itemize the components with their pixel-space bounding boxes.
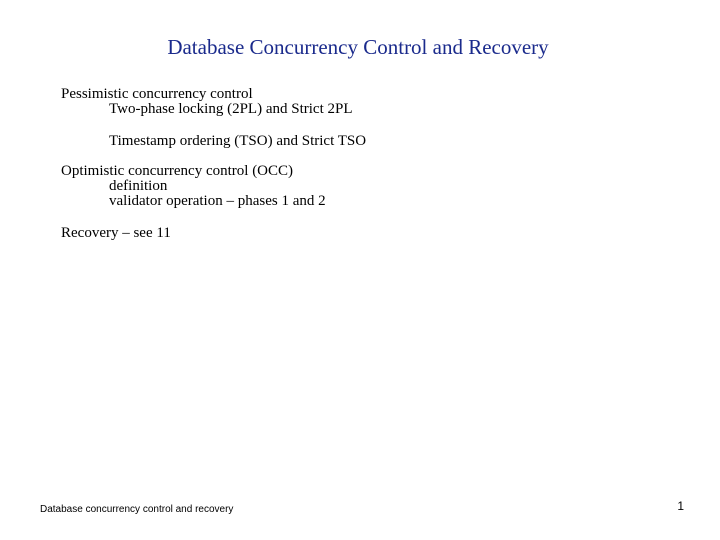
outline-subitem-validator: validator operation – phases 1 and 2 bbox=[109, 193, 326, 209]
outline-subitem-definition: definition bbox=[109, 178, 168, 194]
slide-title: Database Concurrency Control and Recovery bbox=[167, 35, 549, 59]
outline-item-optimistic: Optimistic concurrency control (OCC) bbox=[61, 163, 294, 179]
outline-subitem-2pl: Two-phase locking (2PL) and Strict 2PL bbox=[109, 101, 353, 117]
outline-subitem-tso: Timestamp ordering (TSO) and Strict TSO bbox=[109, 133, 367, 149]
page-number: 1 bbox=[677, 499, 684, 513]
outline-item-pessimistic: Pessimistic concurrency control bbox=[61, 86, 253, 102]
slide-footer: Database concurrency control and recovery bbox=[40, 504, 234, 515]
outline-item-recovery: Recovery – see 11 bbox=[61, 225, 171, 241]
